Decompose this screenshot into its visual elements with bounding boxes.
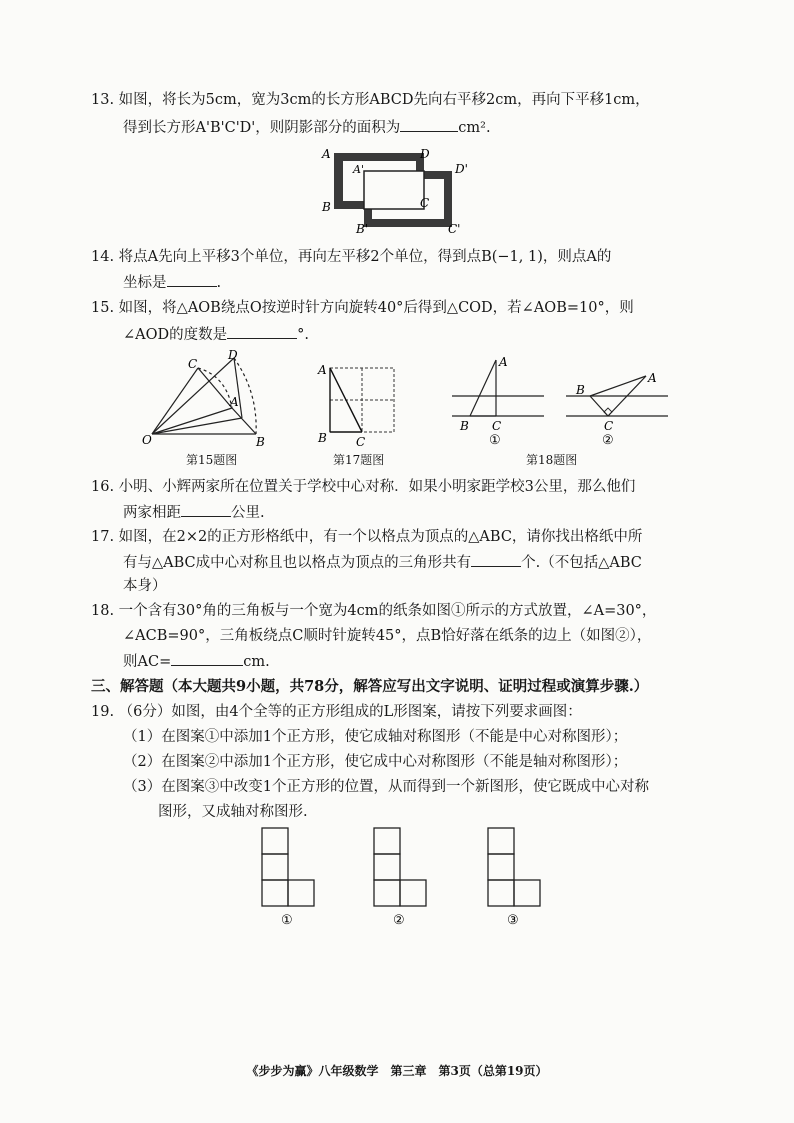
figure-17-grid: [312, 360, 402, 450]
q17-line2: [123, 552, 642, 573]
fig13-label-B: B: [322, 200, 331, 214]
q14-answer-blank[interactable]: [167, 272, 217, 287]
figure-19-l-shape-2: [370, 826, 440, 930]
fig13-label-D: D: [420, 147, 430, 161]
q16-text-1: 小明、小辉两家所在位置关于学校中心对称．如果小明家距学校3公里，那么他们: [118, 479, 636, 495]
q14-line2: [123, 272, 221, 293]
q16-line2: [123, 502, 265, 523]
q14-text-2: 坐标是: [123, 275, 167, 291]
fig15-label-O: O: [142, 433, 152, 447]
fig15-label-C: C: [188, 357, 198, 371]
page-footer: 《步步为赢》八年级数学 第三章 第3页（总第19页）: [246, 1064, 548, 1078]
q16-line1: [91, 477, 635, 497]
q17-answer-blank[interactable]: [471, 552, 521, 567]
q19-part3-line1: （3）在图案③中改变1个正方形的位置，从而得到一个新图形，使它既成中心对称: [123, 779, 649, 795]
q17-line1: [91, 527, 642, 547]
q15-line1: [91, 298, 634, 318]
q13-number: 13.: [91, 92, 115, 108]
fig18-2-label-C: C: [604, 419, 614, 433]
q19-number: 19.: [91, 704, 115, 720]
q16-text-2: 两家相距: [123, 505, 181, 521]
q17-line3: [123, 576, 167, 596]
q15-text-2: ∠AOD的度数是: [123, 327, 228, 343]
fig17-label-A: A: [318, 363, 327, 377]
fig19-mark-3: ③: [507, 913, 519, 928]
q18-answer-blank[interactable]: [171, 651, 243, 666]
fig15-label-B: B: [256, 435, 265, 448]
fig18-1-label-B: B: [460, 419, 469, 433]
q14-line1: [91, 247, 611, 267]
fig13-label-D1: D': [455, 162, 468, 176]
fig13-label-C: C: [420, 196, 430, 210]
figure-19-l-shape-3: [484, 826, 554, 930]
q17-text-4: 本身）: [123, 578, 167, 594]
q18-number: 18.: [91, 603, 115, 619]
fig15-caption: 第15题图: [186, 453, 238, 467]
q18-line2: [123, 626, 651, 646]
q13-text-3: cm².: [458, 120, 491, 136]
q19-intro-line: [91, 702, 582, 722]
q18-text-2: ∠ACB=90°，三角板绕点C顺时针旋转45°，点B恰好落在纸条的边上（如图②），: [123, 628, 652, 644]
q17-text-3: 个.（不包括△ABC: [521, 555, 642, 571]
q13-line1: [91, 90, 650, 110]
fig18-2-label-B: B: [576, 383, 585, 397]
q14-text-1: 将点A先向上平移3个单位，再向左平移2个单位，得到点B(−1, 1)，则点A的: [118, 249, 612, 265]
q15-text-3: °.: [297, 327, 309, 343]
q17-number: 17.: [91, 529, 115, 545]
fig13-label-A1: A': [353, 163, 364, 176]
fig13-label-C1: C': [448, 222, 461, 235]
q18-line3: [123, 651, 270, 672]
fig19-mark-1: ①: [281, 913, 293, 928]
fig13-label-B1: B': [356, 222, 369, 235]
q18-text-1: 一个含有30°角的三角板与一个宽为4cm的纸条如图①所示的方式放置，∠A=30°，: [118, 603, 657, 619]
q19-intro: （6分）如图，由4个全等的正方形组成的L形图案，请按下列要求画图：: [118, 704, 582, 720]
q15-answer-blank[interactable]: [227, 324, 297, 339]
q13-line2: [123, 117, 491, 138]
q18-text-4: cm.: [243, 654, 270, 670]
figure-19-l-shape-1: [258, 826, 328, 930]
q17-text-2: 有与△ABC成中心对称且也以格点为顶点的三角形共有: [123, 555, 472, 571]
fig18-1-label-A: A: [499, 355, 508, 369]
q17-text-1: 如图，在2×2的正方形格纸中，有一个以格点为顶点的△ABC，请你找出格纸中所: [118, 529, 643, 545]
fig18-2-label-A: A: [648, 371, 657, 385]
q14-text-3: .: [216, 275, 222, 291]
fig18-2-mark: ②: [602, 433, 614, 446]
q15-text-1: 如图，将△AOB绕点O按逆时针方向旋转40°后得到△COD，若∠AOB=10°，则: [118, 300, 634, 316]
q14-number: 14.: [91, 249, 115, 265]
q15-number: 15.: [91, 300, 115, 316]
q13-text-2: 得到长方形A'B'C'D'，则阴影部分的面积为: [123, 120, 401, 136]
fig18-1-mark: ①: [489, 433, 501, 446]
q19-part2: （2）在图案②中添加1个正方形，使它成中心对称图形（不能是轴对称图形）；: [123, 754, 628, 770]
q18-line1: [91, 601, 656, 621]
fig13-label-A: A: [322, 147, 331, 161]
fig17-label-B: B: [318, 431, 327, 445]
q19-part1: （1）在图案①中添加1个正方形，使它成轴对称图形（不能是中心对称图形）；: [123, 729, 628, 745]
q16-answer-blank[interactable]: [181, 502, 231, 517]
figure-13-rectangles: [318, 143, 478, 235]
q18-text-3: 则AC=: [123, 654, 172, 670]
figure-18-1: [448, 352, 548, 446]
q13-answer-blank[interactable]: [400, 117, 458, 132]
q16-number: 16.: [91, 479, 115, 495]
figure-15-rotation: [140, 348, 280, 448]
fig19-mark-2: ②: [393, 913, 405, 928]
q13-text-1: 如图，将长为5cm，宽为3cm的长方形ABCD先向右平移2cm，再向下平移1cm，: [118, 92, 650, 108]
fig17-label-C: C: [356, 435, 366, 449]
fig17-caption: 第17题图: [333, 453, 385, 467]
section-3-heading: 三、解答题（本大题共9小题，共78分，解答应写出文字说明、证明过程或演算步骤.）: [91, 678, 649, 695]
fig18-1-label-C: C: [492, 419, 502, 433]
q15-line2: [123, 324, 309, 345]
q19-part3-line2: 图形，又成轴对称图形.: [158, 804, 308, 820]
fig15-label-D: D: [228, 348, 238, 362]
q16-text-3: 公里.: [231, 505, 265, 521]
fig15-label-A: A: [230, 395, 239, 409]
fig18-caption: 第18题图: [526, 453, 578, 467]
figure-18-2: [562, 352, 672, 446]
